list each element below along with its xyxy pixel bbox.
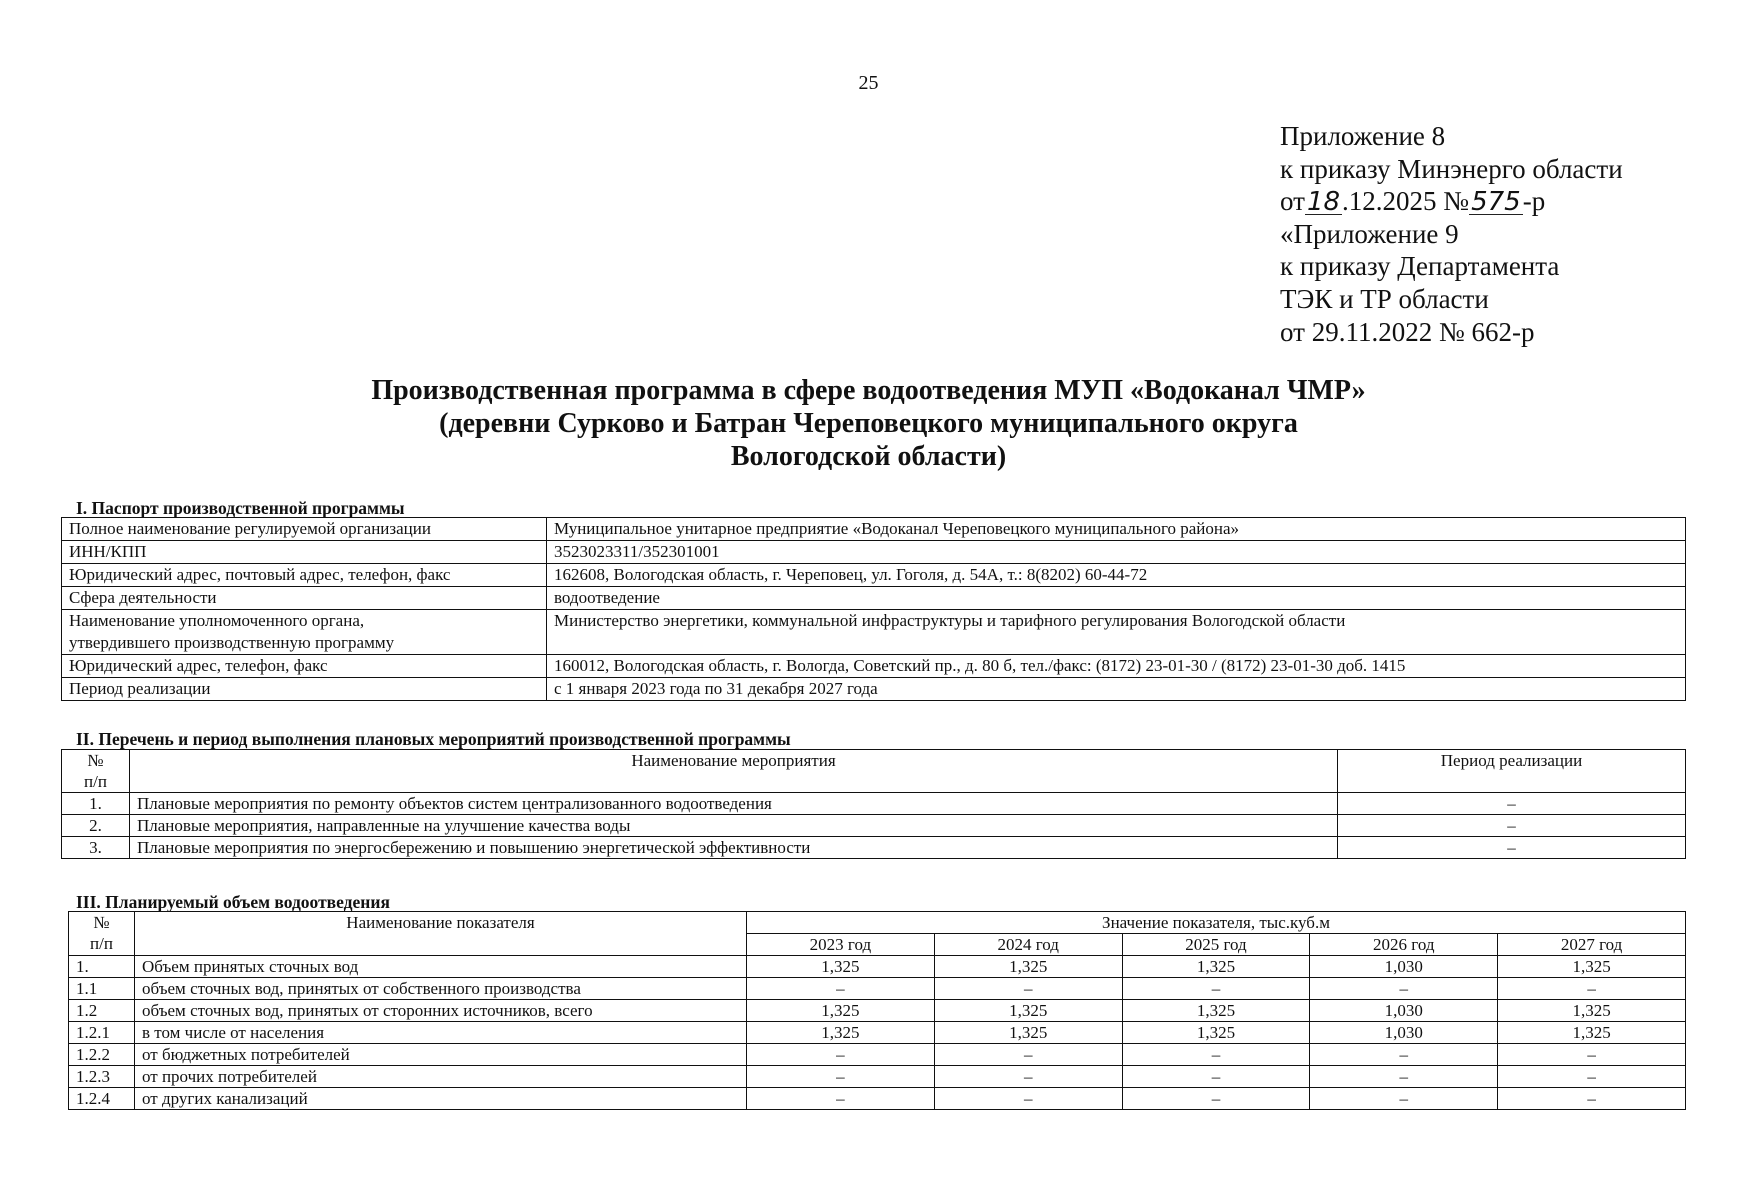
indicator-value: – [1310, 1044, 1498, 1066]
table-row [69, 1000, 1686, 1022]
table-row [62, 564, 1686, 587]
passport-label: Полное наименование регулируемой организации [62, 518, 547, 541]
passport-value: Муниципальное унитарное предприятие «Водоканал Череповецкого муниципального района» [547, 518, 1686, 541]
indicator-value: – [747, 1066, 935, 1088]
title-line: (деревни Сурково и Батран Череповецкого муниципального округа [439, 408, 1298, 439]
title-line: Производственная программа в сфере водоотведения МУП «Водоканал ЧМР» [371, 375, 1366, 406]
header-year: 2027 год [1498, 934, 1686, 956]
indicator-value: – [1122, 1044, 1310, 1066]
appendix-line: Приложение 8 [1280, 121, 1446, 151]
page-number: 25 [858, 72, 879, 94]
header-number-line: № [87, 751, 104, 770]
passport-label: ИНН/КПП [62, 541, 547, 564]
row-number: 1.2.4 [69, 1088, 135, 1110]
indicator-value: – [747, 1044, 935, 1066]
row-number: 1.1 [69, 978, 135, 1000]
passport-label-line: Наименование уполномоченного органа, [69, 611, 365, 630]
row-number: 2. [62, 815, 130, 837]
row-number: 1. [69, 956, 135, 978]
title-line: Вологодской области) [730, 441, 1007, 472]
appendix-line: к приказу Минэнерго области [1280, 153, 1623, 184]
indicator-value: – [747, 978, 935, 1000]
indicator-value: 1,325 [934, 1000, 1122, 1022]
section3-heading: III. Планируемый объем водоотведения [76, 892, 390, 912]
table-row [69, 1022, 1686, 1044]
indicator-value: 1,325 [747, 956, 935, 978]
row-number: 1.2 [69, 1000, 135, 1022]
indicator-value: – [934, 978, 1122, 1000]
header-value-group: Значение показателя, тыс.куб.м [747, 912, 1686, 934]
row-number: 1.2.1 [69, 1022, 135, 1044]
indicator-value: 1,325 [1498, 1022, 1686, 1044]
indicator-value: 1,325 [747, 1022, 935, 1044]
indicator-name: в том числе от населения [135, 1022, 747, 1044]
indicator-value: – [1498, 1044, 1686, 1066]
table-row [69, 1044, 1686, 1066]
header-number-line: п/п [84, 772, 107, 791]
indicator-value: 1,325 [1498, 1000, 1686, 1022]
table-row [62, 541, 1686, 564]
table-row [62, 610, 1686, 655]
indicator-name: Объем принятых сточных вод [135, 956, 747, 978]
indicator-value: 1,325 [1122, 1000, 1310, 1022]
appendix-line: «Приложение 9 [1280, 218, 1459, 249]
indicator-value: – [1310, 978, 1498, 1000]
indicator-value: 1,325 [1122, 1022, 1310, 1044]
measure-period: – [1338, 815, 1686, 837]
indicator-name: от прочих потребителей [135, 1066, 747, 1088]
section1-heading: I. Паспорт производственной программы [76, 498, 405, 518]
table-header-row [69, 912, 1686, 934]
passport-value: с 1 января 2023 года по 31 декабря 2027 года [547, 678, 1686, 701]
header-year: 2026 год [1310, 934, 1498, 956]
appendix-order-suffix: -р [1522, 186, 1546, 217]
measure-name: Плановые мероприятия, направленные на улучшение качества воды [130, 815, 1338, 837]
passport-label [62, 610, 547, 655]
indicator-value: – [934, 1088, 1122, 1110]
header-number [62, 750, 130, 793]
header-number-line: п/п [90, 934, 113, 953]
header-indicator-name: Наименование показателя [135, 912, 747, 956]
document-title [0, 374, 1737, 473]
indicator-name: объем сточных вод, принятых от сторонних источников, всего [135, 1000, 747, 1022]
section2-heading: II. Перечень и период выполнения плановых мероприятий производственной программы [76, 729, 791, 749]
handwritten-order-number: 575 [1471, 187, 1521, 218]
table-row [69, 978, 1686, 1000]
table-row [62, 815, 1686, 837]
header-number [69, 912, 135, 956]
indicator-value: 1,325 [1122, 956, 1310, 978]
indicator-value: – [1310, 1088, 1498, 1110]
passport-label: Юридический адрес, телефон, факс [62, 655, 547, 678]
table-row [69, 1088, 1686, 1110]
table-row [62, 837, 1686, 859]
indicator-value: – [1122, 1088, 1310, 1110]
header-measure-name: Наименование мероприятия [130, 750, 1338, 793]
table-row [62, 678, 1686, 701]
passport-label: Сфера деятельности [62, 587, 547, 610]
row-number: 3. [62, 837, 130, 859]
handwritten-day: 18 [1306, 187, 1341, 218]
passport-value: 160012, Вологодская область, г. Вологда, Советский пр., д. 80 б, тел./факс: (8172) 23-01-30 / (8172) 23-01-30 доб. 1415 [547, 655, 1686, 678]
appendix-line: к приказу Департамента [1280, 251, 1560, 282]
passport-label: Юридический адрес, почтовый адрес, телефон, факс [62, 564, 547, 587]
indicator-value: – [1310, 1066, 1498, 1088]
table-row [69, 956, 1686, 978]
appendix-order-line [1280, 185, 1623, 218]
table-row [62, 518, 1686, 541]
header-number-line: № [93, 913, 110, 932]
indicator-value: 1,325 [1498, 956, 1686, 978]
measure-name: Плановые мероприятия по энергосбережению и повышению энергетической эффективности [130, 837, 1338, 859]
appendix-order-prefix: от [1280, 186, 1305, 217]
passport-label: Период реализации [62, 678, 547, 701]
appendix-order-mid: .12.2025 № [1342, 186, 1470, 217]
row-number: 1. [62, 793, 130, 815]
row-number: 1.2.3 [69, 1066, 135, 1088]
indicator-value: – [1498, 978, 1686, 1000]
indicator-name: от других канализаций [135, 1088, 747, 1110]
measure-period: – [1338, 837, 1686, 859]
header-year: 2025 год [1122, 934, 1310, 956]
indicator-value: – [747, 1088, 935, 1110]
indicator-value: 1,325 [934, 1022, 1122, 1044]
passport-value: Министерство энергетики, коммунальной инфраструктуры и тарифного регулирования Вологодской области [547, 610, 1686, 655]
indicator-value: – [934, 1044, 1122, 1066]
indicator-value: 1,325 [934, 956, 1122, 978]
indicator-name: объем сточных вод, принятых от собственного производства [135, 978, 747, 1000]
passport-table [61, 517, 1686, 701]
passport-value: водоотведение [547, 587, 1686, 610]
header-period: Период реализации [1338, 750, 1686, 793]
indicator-value: – [1122, 1066, 1310, 1088]
table-row [69, 1066, 1686, 1088]
table-row [62, 587, 1686, 610]
measure-period: – [1338, 793, 1686, 815]
passport-label-line: утвердившего производственную программу [69, 633, 395, 652]
measures-table [61, 749, 1686, 859]
appendix-line: от 29.11.2022 № 662-р [1280, 316, 1535, 347]
volume-table [68, 911, 1686, 1110]
volume-table-body [69, 956, 1686, 1110]
indicator-value: – [1498, 1088, 1686, 1110]
indicator-value: 1,030 [1310, 1000, 1498, 1022]
indicator-name: от бюджетных потребителей [135, 1044, 747, 1066]
indicator-value: – [934, 1066, 1122, 1088]
indicator-value: – [1122, 978, 1310, 1000]
table-row [62, 793, 1686, 815]
header-year: 2024 год [934, 934, 1122, 956]
appendix-line: ТЭК и ТР области [1280, 283, 1489, 314]
passport-value: 162608, Вологодская область, г. Череповец, ул. Гоголя, д. 54А, т.: 8(8202) 60-44-72 [547, 564, 1686, 587]
indicator-value: 1,030 [1310, 956, 1498, 978]
passport-value: 3523023311/352301001 [547, 541, 1686, 564]
table-header-row [62, 750, 1686, 793]
indicator-value: – [1498, 1066, 1686, 1088]
indicator-value: 1,325 [747, 1000, 935, 1022]
table-row [62, 655, 1686, 678]
header-year: 2023 год [747, 934, 935, 956]
row-number: 1.2.2 [69, 1044, 135, 1066]
measure-name: Плановые мероприятия по ремонту объектов систем централизованного водоотведения [130, 793, 1338, 815]
appendix-block [1280, 120, 1623, 348]
indicator-value: 1,030 [1310, 1022, 1498, 1044]
